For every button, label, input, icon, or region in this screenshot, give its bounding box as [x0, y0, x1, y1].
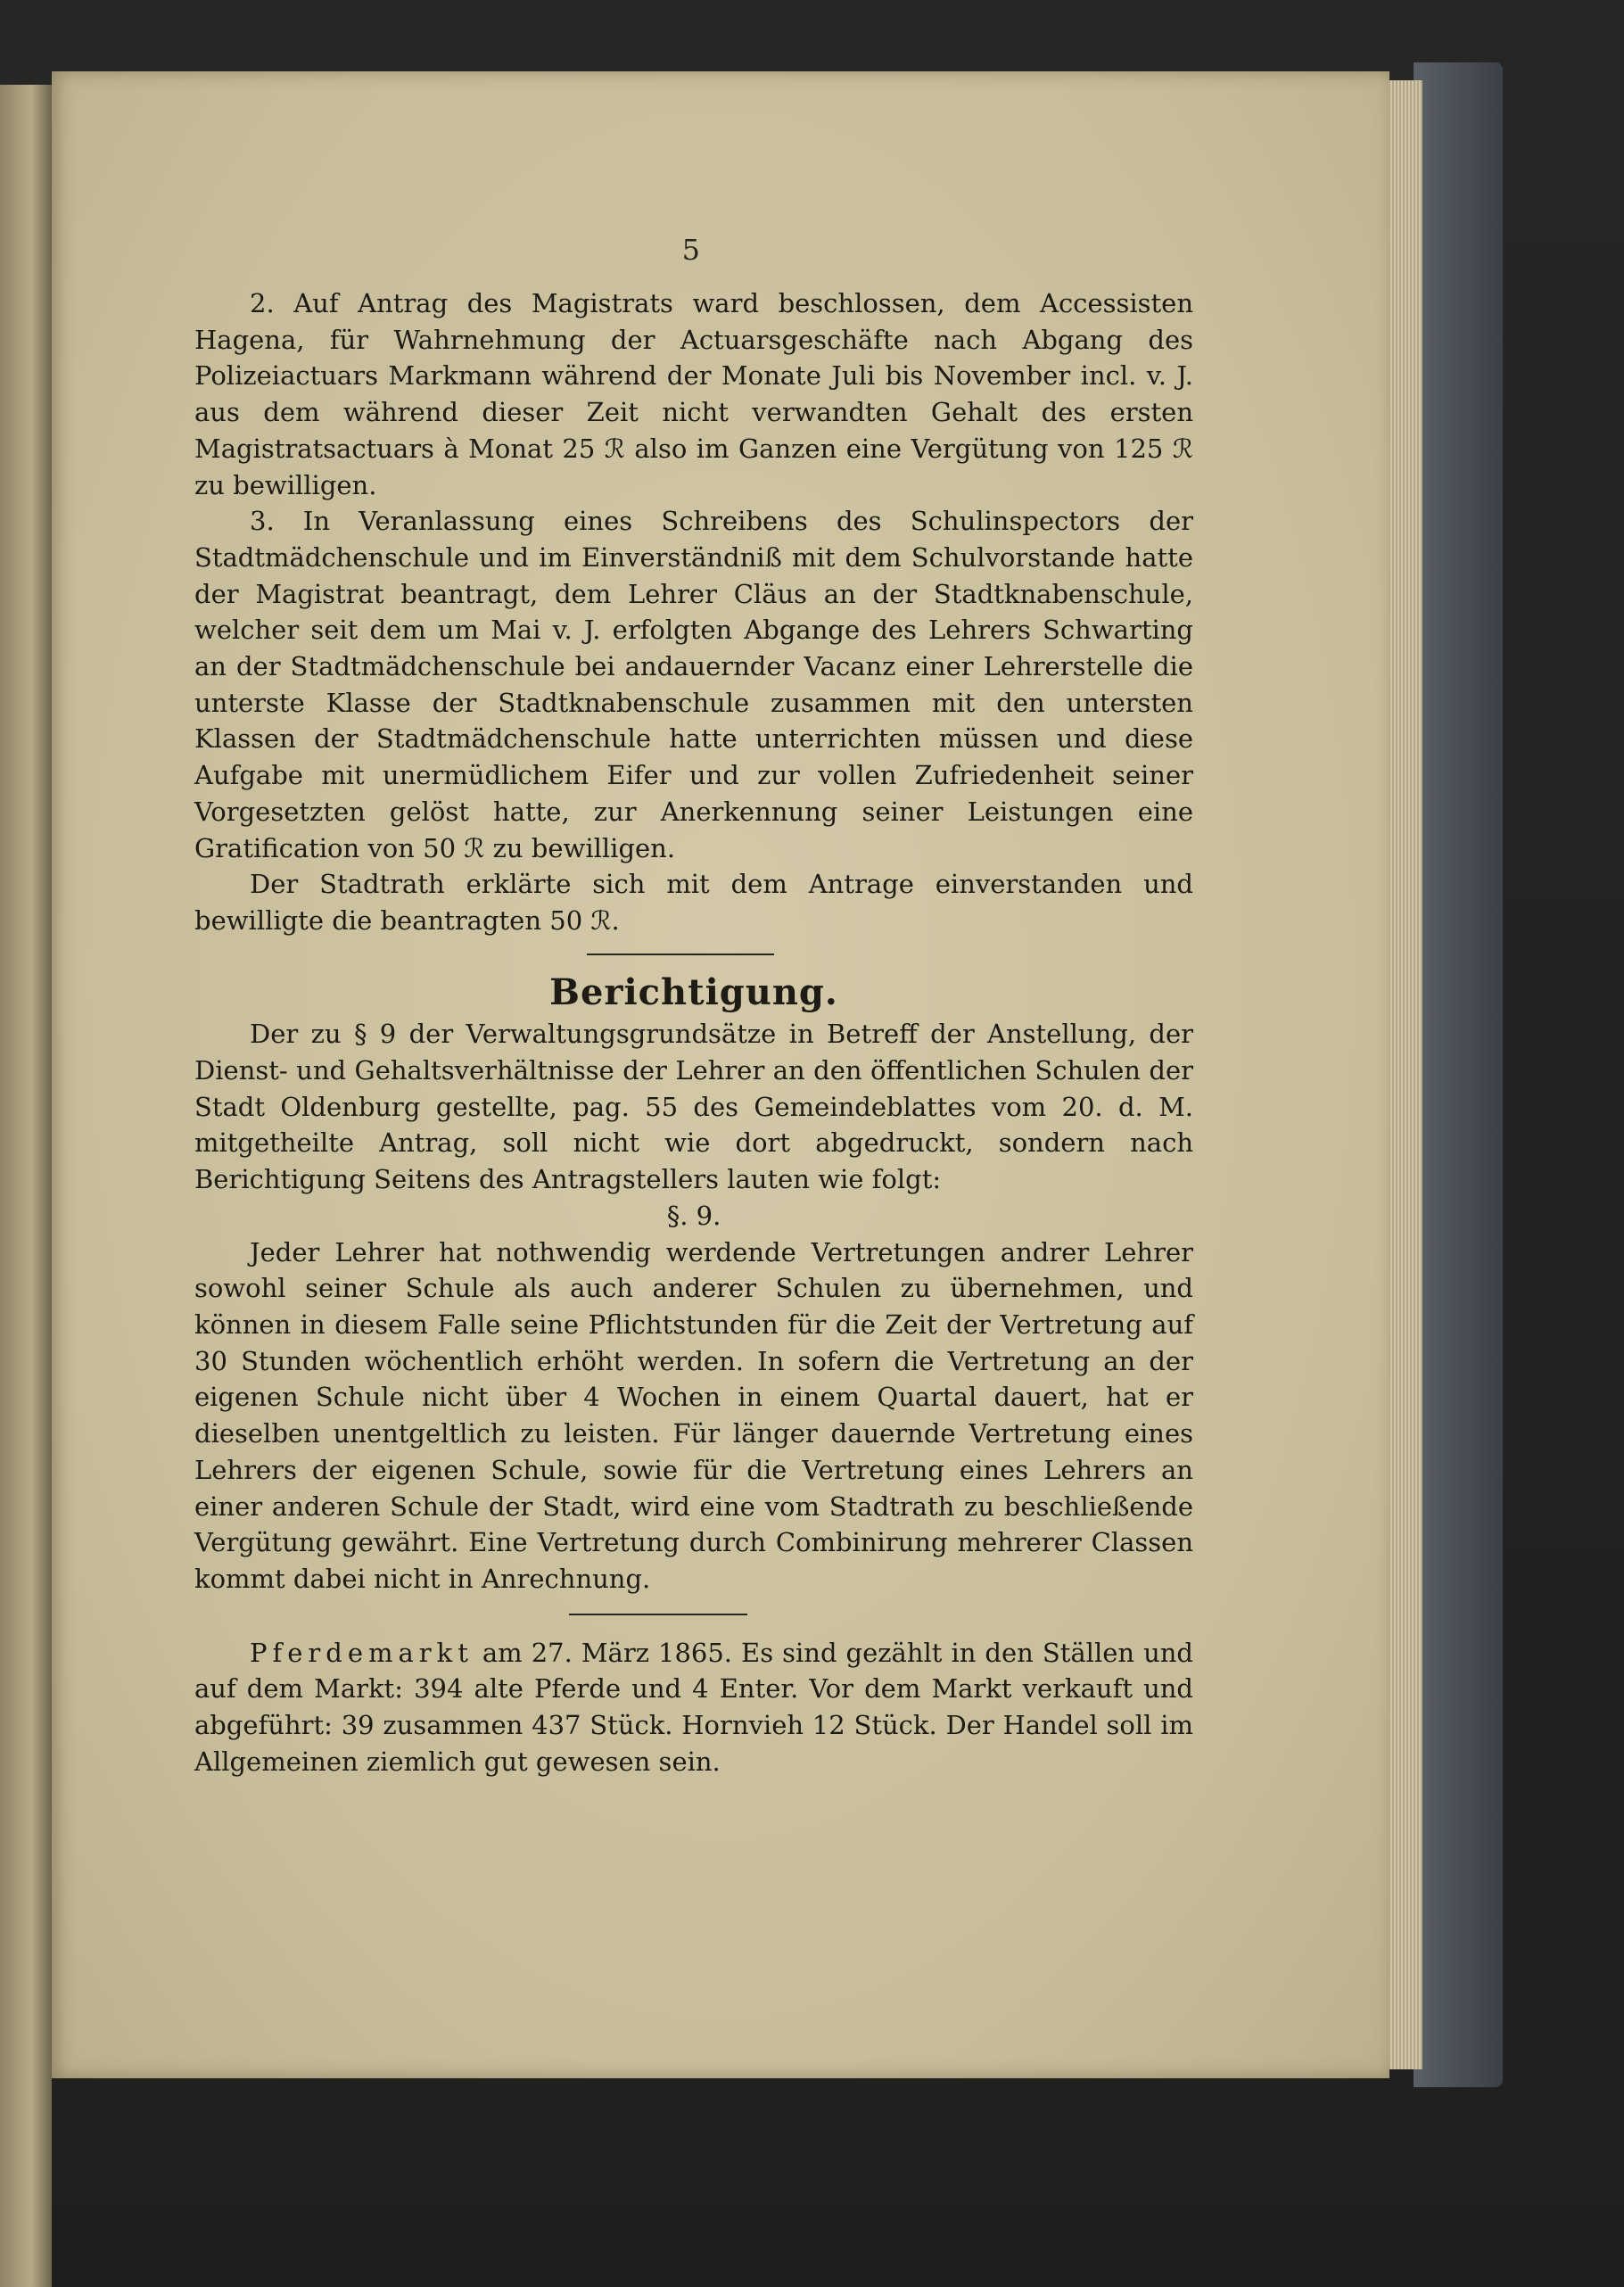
pferdemarkt-paragraph [194, 1635, 1193, 1780]
left-page-edge [0, 85, 52, 2287]
berichtigung-paragraph: Der zu § 9 der Verwaltungsgrundsätze in Betreff der Anstellung, der Dienst- und Gehaltsverhältnisse der Lehrer an den öffentlichen Schulen der Stadt Oldenburg gestellte, pag. 55 des Gemeindeblattes vom 20. d. M. mitgetheilte Antrag, soll nicht wie dort abgedruckt, sondern nach Berichtigung Seitens des Antragstellers lauten wie folgt: [194, 1019, 1193, 1195]
text-block [194, 232, 1193, 1779]
paragraph-2: 2. Auf Antrag des Magistrats ward beschlossen, dem Accessisten Hagena, für Wahrnehmung der Actuarsgeschäfte nach Abgang des Polizeiactuars Markmann während der Monate Juli bis November incl. v. J. aus dem während dieser Zeit nicht verwandten Gehalt des ersten Magistratsactuars à Monat 25 ℛ also im Ganzen eine Vergütung von 125 ℛ zu bewilligen. [194, 288, 1193, 500]
section-mark: §. 9. [666, 1200, 721, 1231]
separator-rule-2 [569, 1614, 747, 1615]
separator-rule [587, 954, 774, 955]
page-stack-edge [1387, 80, 1422, 2069]
paragraph-3: 3. In Veranlassung eines Schreibens des Schulinspectors der Stadtmädchenschule und im Einverständniß mit dem Schulvorstande hatte der Magistrat beantragt, dem Lehrer Cläus an der Stadtknabenschule, welcher seit dem um Mai v. J. erfolgten Abgange des Lehrers Schwarting an der Stadtmädchenschule bei andauernder Vacanz einer Lehrerstelle die unterste Klasse der Stadtknabenschule zusammen mit den untersten Klassen der Stadtmädchenschule hatte unterrichten müssen und diese Aufgabe mit unermüdlichem Eifer und zur vollen Zufriedenheit seiner Vorgesetzten gelöst hatte, zur Anerkennung seiner Leistungen eine Gratification von 50 ℛ zu bewilligen. [194, 506, 1193, 863]
paragraph-stadtrath: Der Stadtrath erklärte sich mit dem Antrage einverstanden und bewilligte die beantragten 50 ℛ. [194, 869, 1193, 936]
section-9-paragraph: Jeder Lehrer hat nothwendig werdende Vertretungen andrer Lehrer sowohl seiner Schule als auch anderer Schulen zu übernehmen, und können in diesem Falle seine Pflichtstunden für die Zeit der Vertretung auf 30 Stunden wöchentlich erhöht werden. In sofern die Vertretung an der eigenen Schule nicht über 4 Wochen in einem Quartal dauert, hat er dieselben unentgeltlich zu leisten. Für länger dauernde Vertretung eines Lehrers der eigenen Schule, sowie für die Vertretung eines Lehrers an einer anderen Schule der Stadt, wird eine vom Stadtrath zu beschließende Vergütung gewährt. Eine Vertretung durch Combinirung mehrerer Classen kommt dabei nicht in Anrechnung. [194, 1236, 1193, 1594]
pferdemarkt-text: am 27. März 1865. Es sind gezählt in den Ställen und auf dem Markt: 394 alte Pferde und 4 Enter. Vor dem Markt verkauft und abgeführt: 39 zusammen 437 Stück. Hornvieh 12 Stück. Der Handel soll im Allgemeinen ziemlich gut gewesen sein. [194, 1637, 1193, 1777]
heading-berichtigung: Berichtigung. [549, 970, 838, 1013]
book-cover [1414, 62, 1503, 2087]
page-number: 5 [681, 233, 706, 267]
book-page [52, 71, 1389, 2078]
pferdemarkt-lead: Pferdemarkt [250, 1637, 474, 1668]
